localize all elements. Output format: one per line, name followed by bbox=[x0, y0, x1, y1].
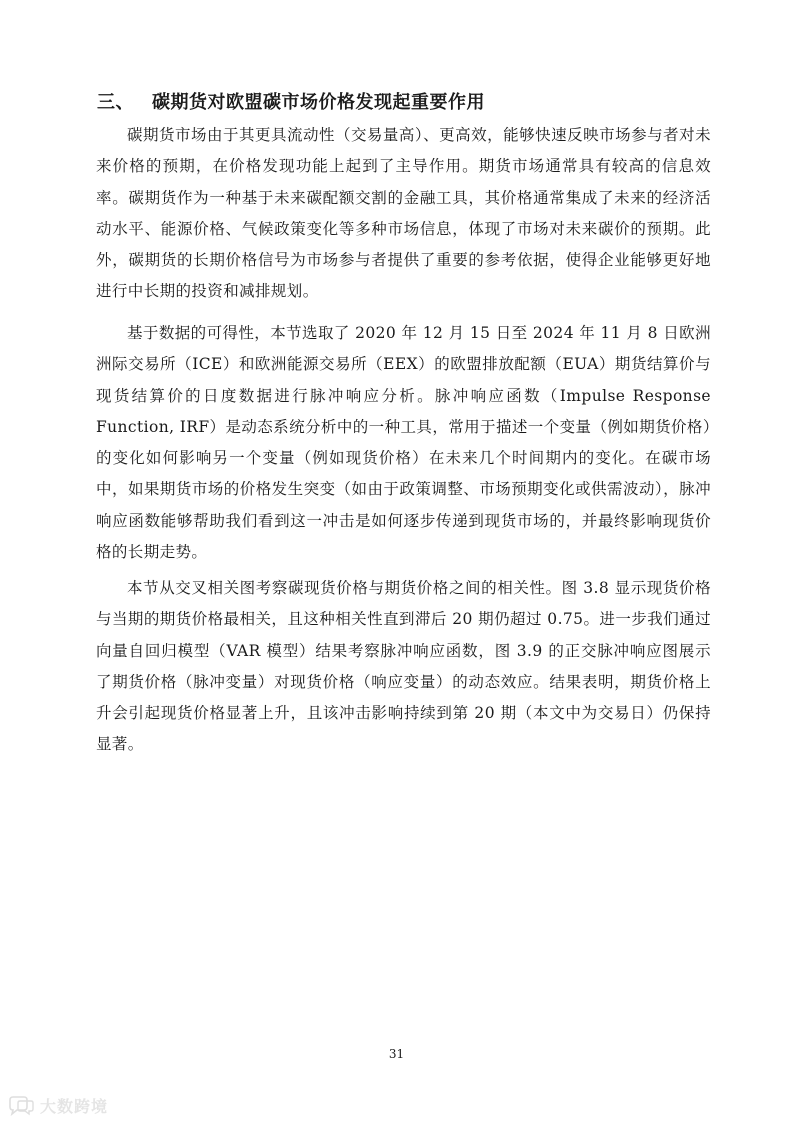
page-number: 31 bbox=[388, 1047, 405, 1061]
paragraph-cross-correlation-results: 本节从交叉相关图考察碳现货价格与期货价格之间的相关性。图 3.8 显示现货价格与当期的期货价格最相关，且这种相关性直到滞后 20 期仍超过 0.75。进一步我们通过向量自回归模型（VAR 模型）结果考察脉冲响应函数，图 3.9 的正交脉冲响应图展示了期货价格（脉冲变量）对现货价格（响应变量）的动态效应。结果表明，期货价格上升会引起现货价格显著上升，且该冲击影响持续到第 20 期（本文中为交易日）仍保持显著。 bbox=[96, 579, 711, 754]
watermark bbox=[6, 1094, 108, 1117]
section-heading bbox=[97, 90, 717, 116]
chat-bubble-logo-icon bbox=[6, 1096, 36, 1116]
section-title: 碳期货对欧盟碳市场价格发现起重要作用 bbox=[152, 92, 485, 113]
watermark-text: 大数跨境 bbox=[40, 1097, 109, 1116]
section-number: 三、 bbox=[97, 92, 134, 113]
paragraph-carbon-futures-liquidity: 碳期货市场由于其更具流动性（交易量高）、更高效，能够快速反映市场参与者对未来价格的预期，在价格发现功能上起到了主导作用。期货市场通常具有较高的信息效率。碳期货作为一种基于未来碳配额交割的金融工具，其价格通常集成了未来的经济活动水平、能源价格、气候政策变化等多种市场信息，体现了市场对未来碳价的预期。此外，碳期货的长期价格信号为市场参与者提供了重要的参考依据，使得企业能够更好地进行中长期的投资和减排规划。 bbox=[96, 126, 711, 301]
paragraph-impulse-response-method: 基于数据的可得性，本节选取了 2020 年 12 月 15 日至 2024 年 11 月 8 日欧洲洲际交易所（ICE）和欧洲能源交易所（EEX）的欧盟排放配额（EUA）期货结算价与现货结算价的日度数据进行脉冲响应分析。脉冲响应函数（Impulse Response Function, IRF）是动态系统分析中的一种工具，常用于描述一个变量（例如期货价格）的变化如何影响另一个变量（例如现货价格）在未来几个时间期内的变化。在碳市场中，如果期货市场的价格发生突变（如由于政策调整、市场预期变化或供需波动），脉冲响应函数能够帮助我们看到这一冲击是如何逐步传递到现货市场的，并最终影响现货价格的长期走势。 bbox=[96, 324, 711, 562]
